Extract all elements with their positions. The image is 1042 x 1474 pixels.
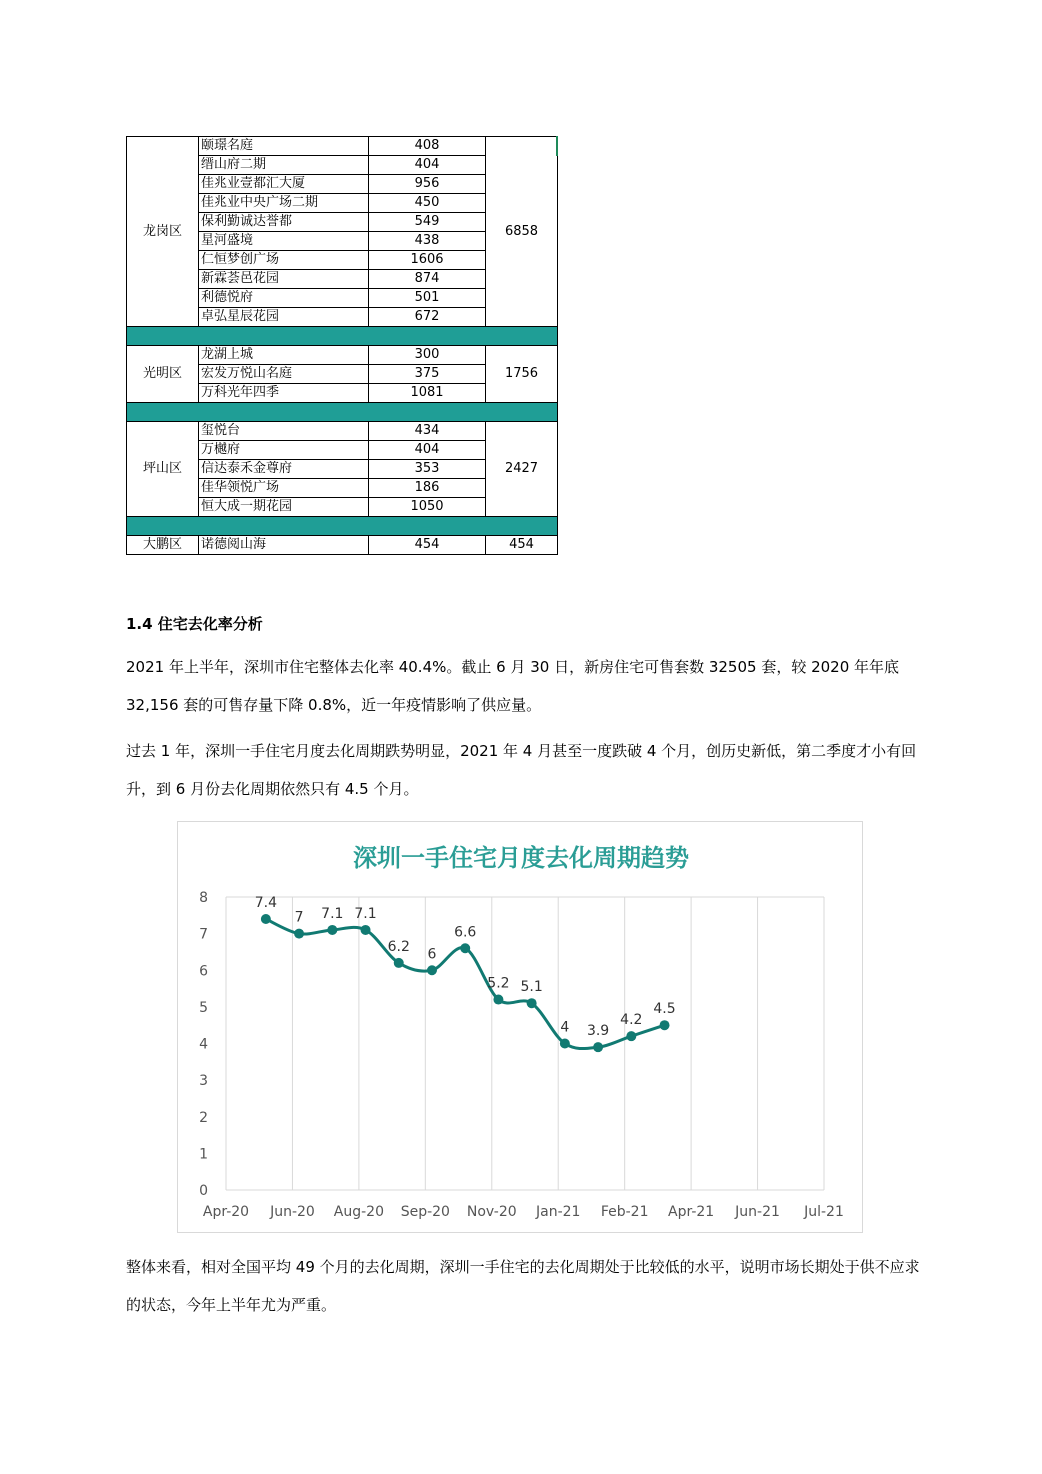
project-cell: 万科光年四季 — [199, 384, 369, 403]
units-cell: 501 — [369, 289, 486, 308]
data-label: 6.2 — [387, 938, 410, 955]
data-label: 5.2 — [487, 975, 510, 992]
data-point — [327, 925, 337, 935]
data-label: 7.1 — [321, 905, 344, 922]
units-cell: 1050 — [369, 498, 486, 517]
cell-marker — [556, 136, 558, 156]
units-cell: 438 — [369, 232, 486, 251]
data-point — [626, 1031, 636, 1041]
project-cell: 万樾府 — [199, 441, 369, 460]
data-point — [493, 995, 503, 1005]
district-total-cell: 6858 — [486, 137, 558, 327]
project-cell: 恒大成一期花园 — [199, 498, 369, 517]
y-tick-label: 1 — [199, 1146, 208, 1163]
data-point — [294, 929, 304, 939]
data-label: 3.9 — [586, 1023, 610, 1040]
project-cell: 星河盛境 — [199, 232, 369, 251]
chart-title: 深圳一手住宅月度去化周期趋势 — [353, 844, 689, 872]
district-total-cell: 454 — [486, 536, 558, 555]
district-cell: 大鹏区 — [127, 536, 199, 555]
project-cell: 颐璟名庭 — [199, 137, 369, 156]
y-tick-label: 0 — [199, 1183, 208, 1199]
x-tick-label: Sep-20 — [400, 1204, 450, 1220]
project-cell: 诺德阅山海 — [199, 536, 369, 555]
units-cell: 454 — [369, 536, 486, 555]
units-cell: 186 — [369, 479, 486, 498]
data-label: 5.1 — [520, 979, 543, 996]
project-cell: 利德悦府 — [199, 289, 369, 308]
units-cell: 549 — [369, 213, 486, 232]
units-cell: 1081 — [369, 384, 486, 403]
data-point — [560, 1039, 570, 1049]
units-cell: 672 — [369, 308, 486, 327]
project-cell: 佳兆业壹都汇大厦 — [199, 175, 369, 194]
x-tick-label: Jun-21 — [735, 1204, 780, 1220]
data-point — [660, 1020, 670, 1030]
data-label: 4.5 — [653, 1001, 676, 1018]
y-tick-label: 6 — [199, 963, 208, 980]
chart-container — [177, 821, 863, 1233]
separator-row — [127, 327, 558, 346]
y-tick-label: 2 — [199, 1109, 208, 1126]
section-heading: 1.4 住宅去化率分析 — [126, 615, 263, 633]
project-cell: 缙山府二期 — [199, 156, 369, 175]
x-tick-label: Aug-20 — [333, 1204, 384, 1220]
data-point — [261, 914, 271, 924]
units-cell: 404 — [369, 156, 486, 175]
units-cell: 408 — [369, 137, 486, 156]
units-cell: 300 — [369, 346, 486, 365]
y-tick-label: 8 — [199, 890, 208, 906]
project-cell: 信达泰禾金尊府 — [199, 460, 369, 479]
district-total-cell: 2427 — [486, 422, 558, 517]
units-cell: 956 — [369, 175, 486, 194]
data-label: 4 — [560, 1019, 570, 1036]
data-label: 6 — [427, 946, 437, 963]
district-cell: 龙岗区 — [127, 137, 199, 327]
units-cell: 404 — [369, 441, 486, 460]
table-row — [127, 346, 558, 365]
data-point — [593, 1042, 603, 1052]
x-tick-label: Nov-20 — [466, 1204, 517, 1220]
table-row — [127, 137, 558, 156]
units-cell: 353 — [369, 460, 486, 479]
x-tick-label: Jan-21 — [535, 1204, 581, 1220]
project-cell: 玺悦台 — [199, 422, 369, 441]
project-cell: 新霖荟邑花园 — [199, 270, 369, 289]
y-tick-label: 7 — [199, 926, 208, 943]
paragraph-2: 过去 1 年，深圳一手住宅月度去化周期跌势明显，2021 年 4 月甚至一度跌破 4 个月，创历史新低，第二季度才小有回升，到 6 月份去化周期依然只有 4.5 个月。 — [126, 742, 917, 798]
data-label: 7 — [294, 909, 304, 926]
units-cell: 1606 — [369, 251, 486, 270]
line-chart — [178, 822, 864, 1234]
units-cell: 874 — [369, 270, 486, 289]
data-point — [394, 958, 404, 968]
units-cell: 450 — [369, 194, 486, 213]
data-point — [361, 925, 371, 935]
x-tick-label: Apr-21 — [668, 1204, 715, 1220]
project-cell: 仁恒梦创广场 — [199, 251, 369, 270]
paragraph-1: 2021 年上半年，深圳市住宅整体去化率 40.4%。截止 6 月 30 日，新房住宅可售套数 32505 套，较 2020 年年底 32,156 套的可售存量下降 0.8%，近一年疫情影响了供应量。 — [126, 658, 900, 714]
district-cell: 光明区 — [127, 346, 199, 403]
x-tick-label: Feb-21 — [600, 1204, 649, 1220]
district-cell: 坪山区 — [127, 422, 199, 517]
data-point — [427, 965, 437, 975]
supply-table — [126, 136, 558, 555]
units-cell: 375 — [369, 365, 486, 384]
y-tick-label: 5 — [199, 999, 208, 1016]
y-tick-label: 3 — [199, 1073, 208, 1090]
project-cell: 卓弘星辰花园 — [199, 308, 369, 327]
data-label: 4.2 — [620, 1012, 643, 1029]
district-total-cell: 1756 — [486, 346, 558, 403]
data-label: 7.4 — [254, 894, 277, 911]
paragraph-3: 整体来看，相对全国平均 49 个月的去化周期，深圳一手住宅的去化周期处于比较低的水平，说明市场长期处于供不应求的状态，今年上半年尤为严重。 — [126, 1258, 920, 1314]
x-tick-label: Jul-21 — [804, 1204, 844, 1220]
project-cell: 宏发万悦山名庭 — [199, 365, 369, 384]
units-cell: 434 — [369, 422, 486, 441]
data-label: 7.1 — [354, 905, 377, 922]
separator-row — [127, 403, 558, 422]
project-cell: 佳华领悦广场 — [199, 479, 369, 498]
separator-row — [127, 517, 558, 536]
project-cell: 龙湖上城 — [199, 346, 369, 365]
project-cell: 保利勤诚达誉都 — [199, 213, 369, 232]
data-point — [460, 943, 470, 953]
data-point — [527, 998, 537, 1008]
x-tick-label: Apr-20 — [202, 1204, 250, 1220]
project-cell: 佳兆业中央广场二期 — [199, 194, 369, 213]
table-row — [127, 422, 558, 441]
data-label: 6.6 — [454, 924, 477, 941]
table-row — [127, 536, 558, 555]
y-tick-label: 4 — [199, 1036, 208, 1053]
x-tick-label: Jun-20 — [270, 1204, 315, 1220]
